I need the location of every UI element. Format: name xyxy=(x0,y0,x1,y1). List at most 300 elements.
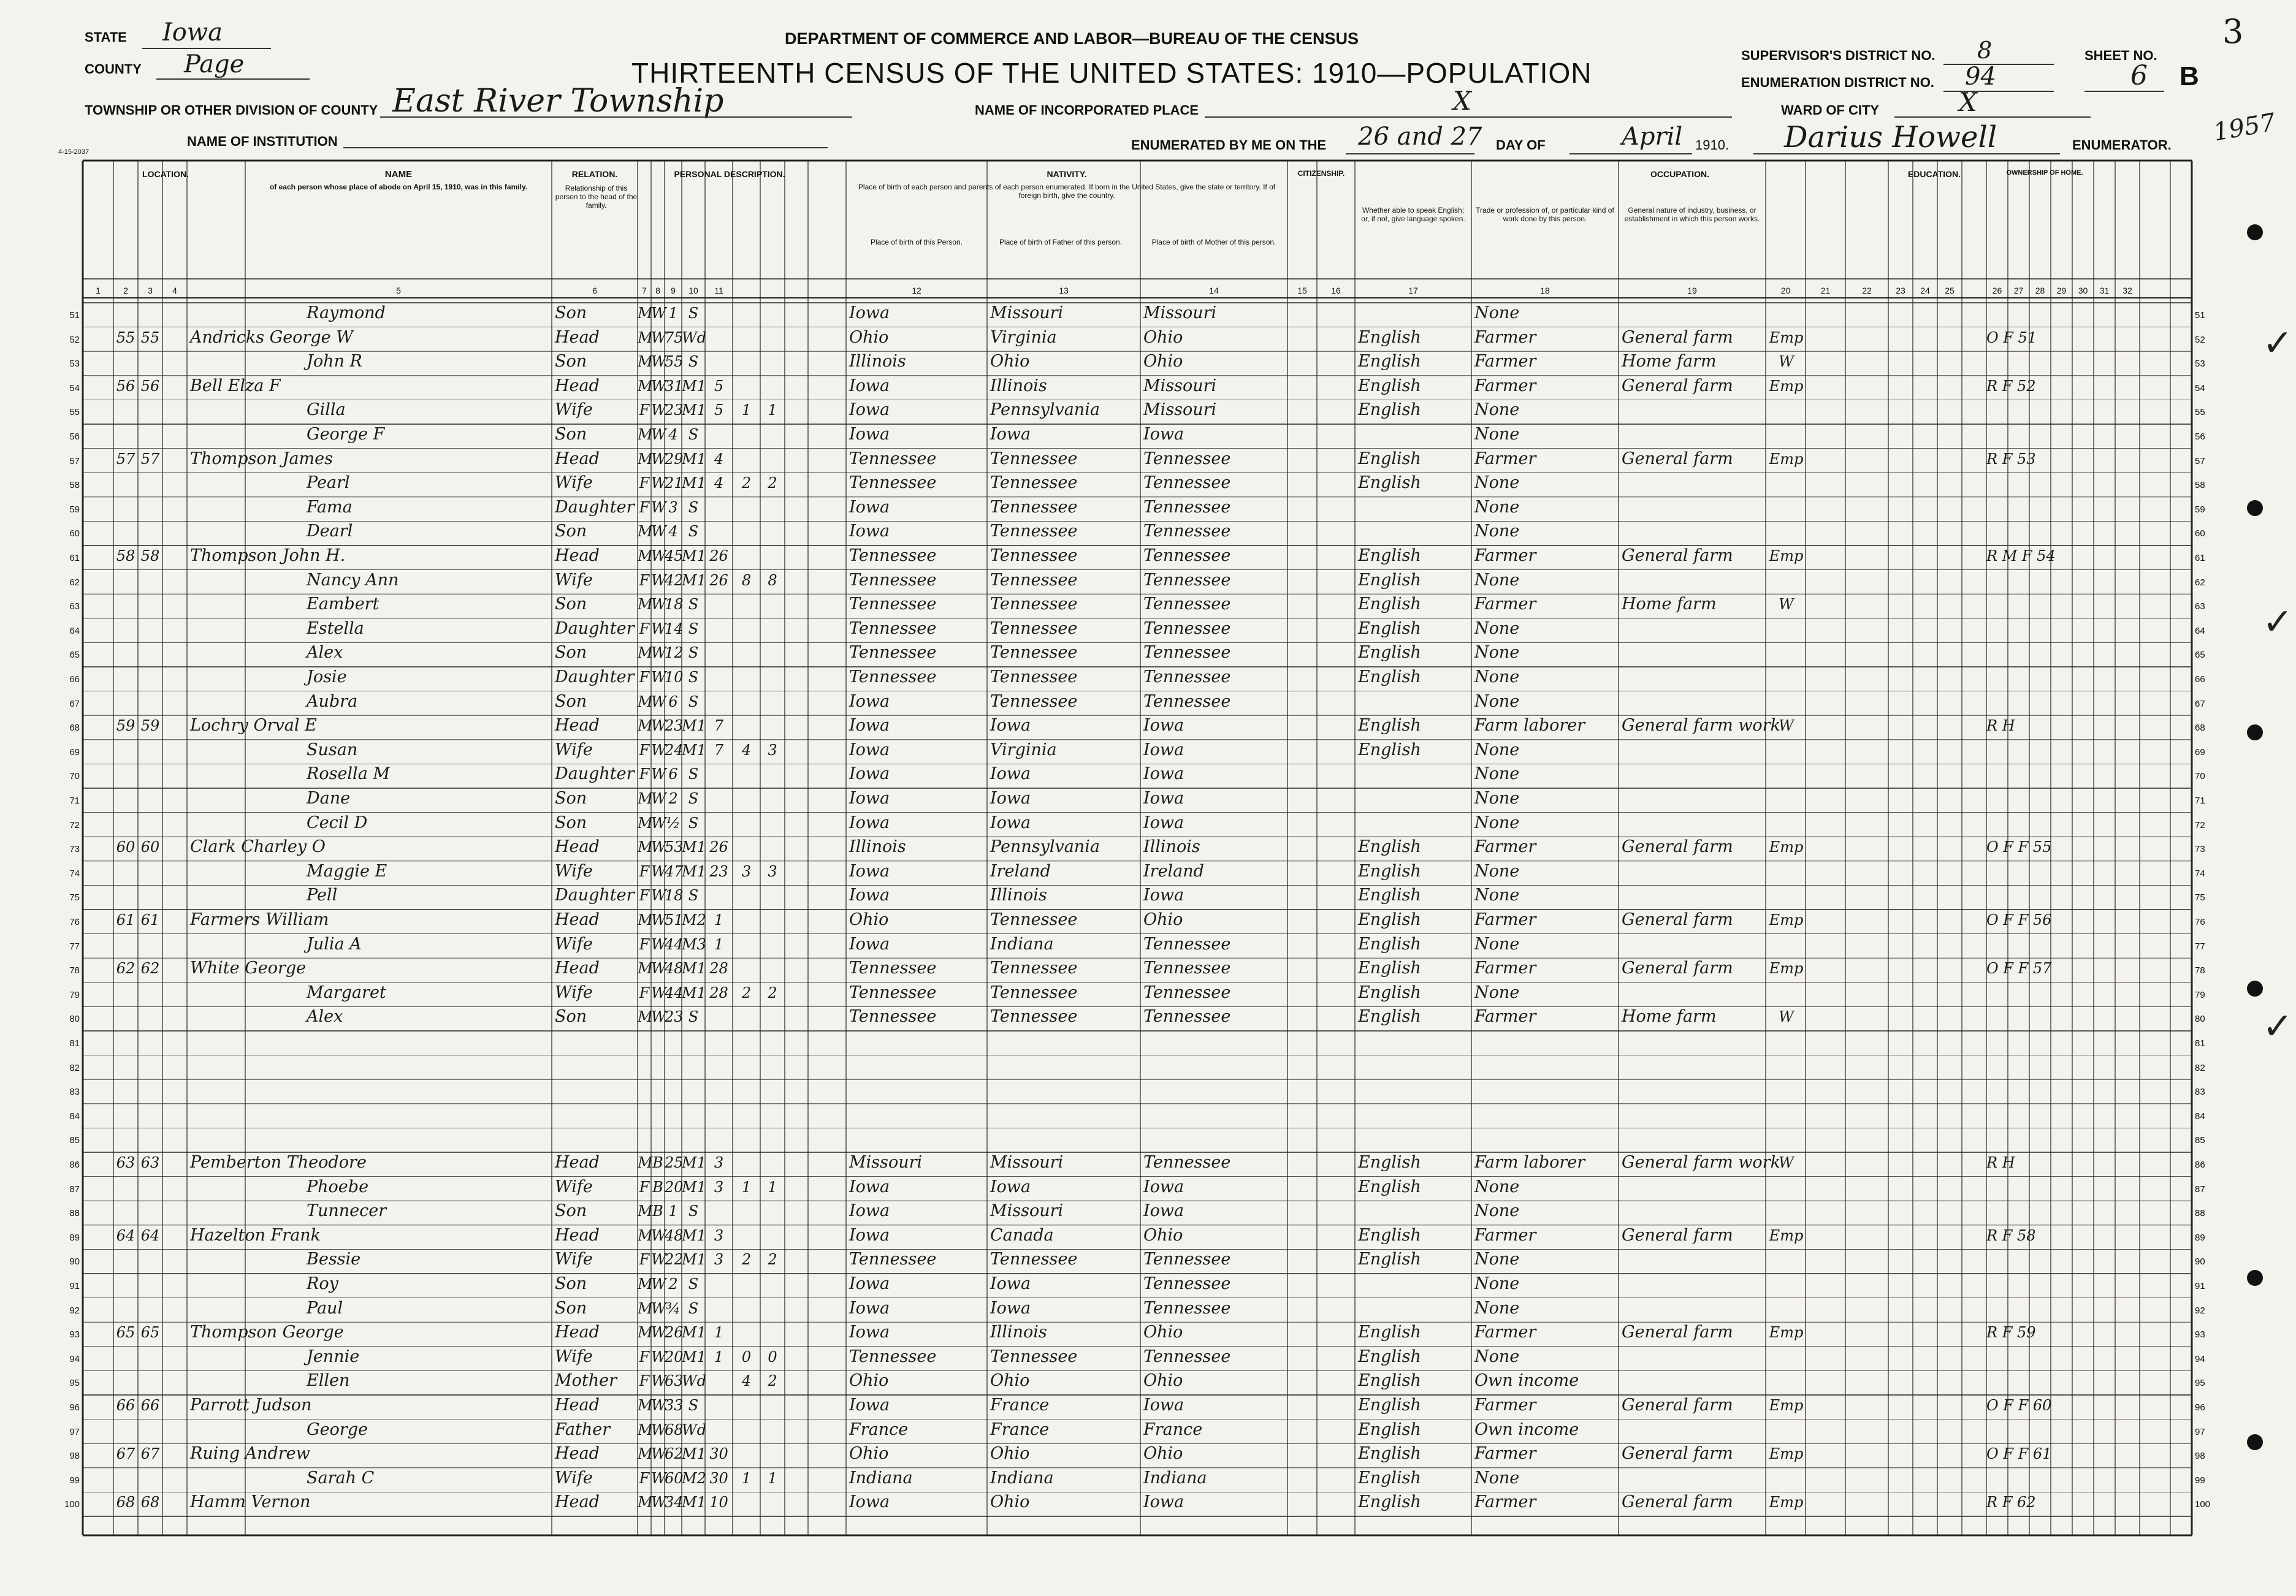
cell-living: 1 xyxy=(768,1469,777,1487)
cell-born: 8 xyxy=(741,571,752,589)
corner-number: 1957 xyxy=(2211,108,2278,147)
cell-sex: M xyxy=(638,596,653,614)
line-number: 85 xyxy=(69,1135,80,1146)
enumerated-day: 26 and 27 xyxy=(1358,123,1482,151)
line-number: 74 xyxy=(69,868,80,879)
cell-race: W xyxy=(651,960,666,978)
line-number-right: 81 xyxy=(2195,1038,2205,1049)
page-number: 3 xyxy=(2222,12,2244,51)
cell-age: 4 xyxy=(668,523,678,541)
line-number: 80 xyxy=(69,1014,80,1025)
cell-pob-father: Iowa xyxy=(990,716,1031,735)
cell-trade: None xyxy=(1474,303,1520,322)
binder-hole xyxy=(2247,500,2263,516)
line-number: 60 xyxy=(69,528,80,539)
cell-age: 42 xyxy=(665,571,684,589)
cell-class: W xyxy=(1779,1008,1794,1026)
cell-name: Maggie E xyxy=(307,861,387,881)
cell-marital: M1 xyxy=(682,450,706,468)
institution-label: NAME OF INSTITUTION xyxy=(187,134,338,149)
line-number-right: 64 xyxy=(2195,625,2205,636)
cell-pob: Illinois xyxy=(849,352,906,371)
cell-age: 6 xyxy=(668,693,678,710)
cell-language: English xyxy=(1358,982,1421,1002)
line-number: 84 xyxy=(69,1111,80,1122)
cell-yrs: 26 xyxy=(709,571,728,589)
cell-name: Nancy Ann xyxy=(307,570,399,590)
cell-ownership: R F 62 xyxy=(1986,1494,2036,1511)
cell-family: 64 xyxy=(140,1226,160,1244)
cell-sex: M xyxy=(638,523,653,541)
cell-living: 8 xyxy=(768,571,777,589)
cell-pob-mother: Iowa xyxy=(1143,740,1184,759)
cell-race: W xyxy=(651,523,666,541)
cell-relation: Head xyxy=(555,1444,600,1464)
cell-pob-mother: Tennessee xyxy=(1143,1274,1231,1293)
cell-pob-mother: Ohio xyxy=(1143,1371,1183,1391)
column-number: 10 xyxy=(688,286,698,295)
line-number-right: 78 xyxy=(2195,965,2205,976)
cell-relation: Head xyxy=(555,1492,600,1512)
cell-trade: Farmer xyxy=(1474,1323,1536,1342)
personal-header: PERSONAL DESCRIPTION. xyxy=(674,169,785,179)
cell-pob-mother: Illinois xyxy=(1143,837,1200,857)
cell-marital: S xyxy=(688,693,699,710)
cell-pob: Ohio xyxy=(849,327,889,347)
cell-dwelling: 60 xyxy=(116,838,135,856)
cell-name: Alex xyxy=(307,1007,343,1027)
line-number: 98 xyxy=(69,1451,80,1462)
cell-family: 66 xyxy=(140,1397,160,1414)
line-number: 63 xyxy=(69,601,80,612)
cell-age: 3 xyxy=(668,498,678,516)
cell-industry: Home farm xyxy=(1622,595,1717,614)
column-number: 24 xyxy=(1920,286,1930,295)
cell-language: English xyxy=(1358,1468,1421,1488)
cell-ownership: R F 53 xyxy=(1986,450,2036,468)
cell-yrs: 30 xyxy=(709,1445,728,1463)
column-number: 12 xyxy=(912,286,921,295)
cell-pob-father: Tennessee xyxy=(990,643,1078,663)
cell-race: W xyxy=(651,547,666,564)
cell-yrs: 26 xyxy=(709,547,728,564)
cell-race: W xyxy=(651,1324,666,1342)
cell-marital: S xyxy=(688,887,699,905)
cell-pob-father: Tennessee xyxy=(990,522,1078,541)
cell-dwelling: 56 xyxy=(116,377,135,395)
line-number: 100 xyxy=(64,1499,80,1510)
cell-age: 20 xyxy=(665,1178,684,1196)
relation-header: RELATION. xyxy=(571,169,618,179)
cell-race: W xyxy=(651,377,666,395)
cell-name: Thompson James xyxy=(190,449,333,468)
cell-race: W xyxy=(651,1348,666,1366)
cell-sex: M xyxy=(638,426,653,443)
cell-sex: F xyxy=(639,1372,650,1390)
cell-pob-mother: Iowa xyxy=(1143,1201,1184,1221)
line-number: 90 xyxy=(69,1256,80,1267)
column-number: 19 xyxy=(1687,286,1697,295)
cell-age: 12 xyxy=(665,644,684,662)
cell-marital: S xyxy=(688,1275,699,1293)
cell-pob: Iowa xyxy=(849,740,890,759)
cell-pob-mother: Iowa xyxy=(1143,764,1184,784)
cell-marital: Wd xyxy=(682,1421,707,1438)
cell-yrs: 1 xyxy=(714,1348,724,1366)
cell-pob-mother: Tennessee xyxy=(1143,570,1231,590)
cell-race: W xyxy=(651,766,666,783)
cell-pob: Iowa xyxy=(849,1396,890,1415)
line-number-right: 51 xyxy=(2195,310,2205,321)
line-number: 66 xyxy=(69,674,80,685)
cell-industry: General farm xyxy=(1622,910,1733,929)
cell-age: 55 xyxy=(665,353,684,371)
cell-sex: M xyxy=(638,1203,653,1220)
cell-living: 2 xyxy=(768,474,777,492)
cell-name: Fama xyxy=(307,497,353,517)
cell-relation: Wife xyxy=(555,934,593,954)
cell-age: 33 xyxy=(665,1397,684,1414)
cell-yrs: 1 xyxy=(714,1324,724,1342)
cell-pob-father: Tennessee xyxy=(990,473,1078,493)
cell-trade: Own income xyxy=(1474,1371,1579,1391)
cell-pob: Tennessee xyxy=(849,982,937,1002)
cell-ownership: O F F 61 xyxy=(1986,1445,2052,1463)
cell-dwelling: 63 xyxy=(116,1154,135,1171)
cell-pob-father: Tennessee xyxy=(990,982,1078,1002)
industry-header: General nature of industry, business, or establishment in which this person works. xyxy=(1624,206,1760,223)
cell-born: 1 xyxy=(741,1469,752,1487)
cell-race: W xyxy=(651,305,666,322)
line-number-right: 71 xyxy=(2195,796,2205,806)
binder-hole xyxy=(2247,1434,2263,1450)
cell-language: English xyxy=(1358,886,1421,905)
cell-age: 34 xyxy=(665,1494,684,1511)
cell-industry: General farm xyxy=(1622,1492,1733,1512)
cell-born: 2 xyxy=(741,1251,752,1269)
column-number: 18 xyxy=(1540,286,1550,295)
cell-language: English xyxy=(1358,473,1421,493)
cell-class: Emp xyxy=(1769,1494,1804,1511)
cell-trade: Farmer xyxy=(1474,376,1536,395)
cell-pob-mother: Tennessee xyxy=(1143,1007,1231,1027)
cell-name: George F xyxy=(307,425,385,444)
line-number-right: 87 xyxy=(2195,1184,2205,1195)
cell-sex: M xyxy=(638,717,653,735)
cell-sex: M xyxy=(638,1397,653,1414)
cell-dwelling: 66 xyxy=(116,1397,135,1414)
cell-pob-father: Ohio xyxy=(990,1492,1030,1512)
birth-father-header: Place of birth of Father of this person. xyxy=(999,238,1123,246)
cell-age: 44 xyxy=(665,935,684,953)
cell-marital: S xyxy=(688,766,699,783)
column-number: 32 xyxy=(2122,286,2132,295)
cell-pob-mother: Missouri xyxy=(1143,400,1217,420)
cell-name: Hazelton Frank xyxy=(190,1225,321,1245)
cell-pob-father: Tennessee xyxy=(990,546,1078,565)
column-number: 27 xyxy=(2013,286,2024,295)
cell-pob-mother: Iowa xyxy=(1143,1177,1184,1196)
cell-pob-mother: Indiana xyxy=(1143,1468,1207,1488)
cell-sex: M xyxy=(638,305,653,322)
cell-pob: Tennessee xyxy=(849,449,937,468)
column-number: 26 xyxy=(1992,286,2002,295)
cell-pob-father: Illinois xyxy=(990,886,1047,905)
cell-relation: Son xyxy=(555,1007,587,1027)
cell-pob-mother: Tennessee xyxy=(1143,1298,1231,1318)
cell-class: Emp xyxy=(1769,329,1804,346)
cell-yrs: 28 xyxy=(709,960,728,978)
cell-pob-mother: Tennessee xyxy=(1143,595,1231,614)
cell-race: W xyxy=(651,838,666,856)
cell-language: English xyxy=(1358,1492,1421,1512)
line-number-right: 69 xyxy=(2195,747,2205,758)
ward-label: WARD OF CITY xyxy=(1781,102,1880,118)
cell-yrs: 28 xyxy=(709,984,728,1001)
cell-race: W xyxy=(651,935,666,953)
cell-language: English xyxy=(1358,740,1421,759)
cell-pob-mother: Tennessee xyxy=(1143,497,1231,517)
cell-age: 63 xyxy=(665,1372,684,1390)
cell-pob: Iowa xyxy=(849,497,890,517)
line-number: 53 xyxy=(69,359,80,370)
cell-pob-father: Tennessee xyxy=(990,910,1078,929)
cell-marital: M1 xyxy=(682,960,706,978)
cell-race: W xyxy=(651,862,666,880)
ownership-header: OWNERSHIP OF HOME. xyxy=(2006,169,2083,177)
cell-relation: Head xyxy=(555,910,600,929)
cell-born: 2 xyxy=(741,474,752,492)
citizenship-header: CITIZENSHIP. xyxy=(1297,169,1345,178)
cell-living: 1 xyxy=(768,1178,777,1196)
cell-marital: M3 xyxy=(682,935,706,953)
cell-pob: Tennessee xyxy=(849,643,937,663)
cell-yrs: 3 xyxy=(714,1154,724,1171)
cell-class: Emp xyxy=(1769,450,1804,468)
cell-name: Tunnecer xyxy=(307,1201,387,1221)
cell-dwelling: 64 xyxy=(116,1226,135,1244)
line-number-right: 80 xyxy=(2195,1014,2205,1025)
cell-trade: None xyxy=(1474,473,1520,493)
cell-race: W xyxy=(651,717,666,735)
cell-sex: F xyxy=(639,887,650,905)
cell-pob: Iowa xyxy=(849,1323,890,1342)
cell-trade: Farmer xyxy=(1474,910,1536,929)
cell-trade: None xyxy=(1474,764,1520,784)
cell-pob-father: Missouri xyxy=(990,303,1064,322)
cell-race: W xyxy=(651,1275,666,1293)
cell-marital: S xyxy=(688,1397,699,1414)
cell-trade: None xyxy=(1474,1250,1520,1269)
cell-race: W xyxy=(651,1299,666,1317)
cell-marital: S xyxy=(688,620,699,637)
relation-description: Relationship of this person to the head of the family. xyxy=(555,184,638,210)
line-number: 91 xyxy=(69,1281,80,1291)
cell-age: 6 xyxy=(668,766,678,783)
line-number: 68 xyxy=(69,723,80,734)
cell-relation: Daughter xyxy=(555,886,635,905)
cell-trade: None xyxy=(1474,861,1520,881)
cell-sex: F xyxy=(639,669,650,686)
cell-age: 2 xyxy=(668,1275,678,1293)
column-number: 21 xyxy=(1820,286,1831,295)
line-number-right: 76 xyxy=(2195,917,2205,927)
cell-pob: Tennessee xyxy=(849,1250,937,1269)
cell-race: W xyxy=(651,790,666,807)
cell-pob-father: Ohio xyxy=(990,1371,1030,1391)
cell-sex: F xyxy=(639,1178,650,1196)
cell-born: 1 xyxy=(741,1178,752,1196)
cell-language: English xyxy=(1358,910,1421,929)
line-number: 52 xyxy=(69,334,80,345)
cell-name: Dearl xyxy=(307,522,353,541)
cell-family: 61 xyxy=(140,911,160,929)
column-number: 20 xyxy=(1780,286,1791,295)
cell-relation: Son xyxy=(555,813,587,832)
line-number: 65 xyxy=(69,650,80,661)
cell-ownership: R H xyxy=(1986,1154,2015,1171)
cell-born: 1 xyxy=(741,401,752,419)
cell-pob-father: Iowa xyxy=(990,1274,1031,1293)
cell-pob: Iowa xyxy=(849,303,890,322)
nativity-header: NATIVITY. xyxy=(1047,169,1087,179)
cell-pob-father: Tennessee xyxy=(990,959,1078,978)
column-number: 3 xyxy=(148,286,153,295)
cell-sex: F xyxy=(639,498,650,516)
cell-pob-father: Canada xyxy=(990,1225,1054,1245)
cell-marital: M1 xyxy=(682,377,706,395)
cell-relation: Head xyxy=(555,449,600,468)
county-value: Page xyxy=(184,50,245,78)
cell-sex: F xyxy=(639,741,650,759)
cell-class: Emp xyxy=(1769,1226,1804,1244)
cell-sex: M xyxy=(638,547,653,564)
line-number: 72 xyxy=(69,819,80,830)
cell-language: English xyxy=(1358,837,1421,857)
cell-yrs: 7 xyxy=(714,717,724,735)
cell-relation: Wife xyxy=(555,982,593,1002)
line-number: 55 xyxy=(69,407,80,418)
cell-pob: Iowa xyxy=(849,1274,890,1293)
line-number: 88 xyxy=(69,1208,80,1219)
cell-sex: M xyxy=(638,377,653,395)
cell-industry: General farm xyxy=(1622,546,1733,565)
column-number: 6 xyxy=(592,286,597,295)
column-number: 30 xyxy=(2078,286,2088,295)
cell-relation: Head xyxy=(555,1323,600,1342)
cell-sex: F xyxy=(639,1348,650,1366)
cell-race: W xyxy=(651,1251,666,1269)
cell-name: Estella xyxy=(307,618,364,638)
nativity-description: Place of birth of each person and parents of each person enumerated. If born in the United States, give the state or territory. If of foreign birth, give the country. xyxy=(858,183,1276,200)
cell-name: Thompson John H. xyxy=(190,546,346,565)
cell-yrs: 3 xyxy=(714,1251,724,1269)
cell-marital: S xyxy=(688,305,699,322)
cell-marital: M1 xyxy=(682,1324,706,1342)
cell-dwelling: 57 xyxy=(116,450,135,468)
column-number: 29 xyxy=(2056,286,2067,295)
cell-age: 62 xyxy=(665,1445,684,1463)
cell-pob: Tennessee xyxy=(849,595,937,614)
cell-family: 62 xyxy=(140,960,160,978)
cell-ownership: O F F 60 xyxy=(1986,1397,2052,1414)
cell-yrs: 1 xyxy=(714,911,724,929)
cell-name: Andricks George W xyxy=(190,327,353,347)
cell-trade: None xyxy=(1474,1177,1520,1196)
cell-name: Pearl xyxy=(307,473,350,493)
cell-marital: M1 xyxy=(682,838,706,856)
cell-living: 3 xyxy=(768,741,777,759)
birth-person-header: Place of birth of this Person. xyxy=(870,238,963,246)
column-number: 7 xyxy=(642,286,647,295)
cell-pob: Iowa xyxy=(849,400,890,420)
line-number: 62 xyxy=(69,577,80,588)
name-header: NAME xyxy=(384,169,413,180)
cell-pob-mother: Tennessee xyxy=(1143,618,1231,638)
cell-trade: None xyxy=(1474,1201,1520,1221)
cell-family: 57 xyxy=(140,450,160,468)
cell-pob: Tennessee xyxy=(849,570,937,590)
cell-relation: Head xyxy=(555,837,600,857)
cell-ownership: O F F 56 xyxy=(1986,911,2052,929)
cell-trade: None xyxy=(1474,691,1520,711)
cell-class: Emp xyxy=(1769,1445,1804,1463)
cell-age: 44 xyxy=(665,984,684,1001)
cell-relation: Son xyxy=(555,643,587,663)
cell-name: George xyxy=(307,1419,368,1439)
cell-name: Pemberton Theodore xyxy=(190,1153,367,1172)
cell-age: 26 xyxy=(665,1324,684,1342)
cell-living: 2 xyxy=(768,1372,777,1390)
cell-pob: France xyxy=(849,1419,909,1439)
column-number: 9 xyxy=(671,286,676,295)
cell-sex: F xyxy=(639,935,650,953)
cell-pob: Ohio xyxy=(849,1371,889,1391)
cell-pob-father: France xyxy=(990,1396,1050,1415)
cell-name: Dane xyxy=(307,789,351,808)
cell-sex: F xyxy=(639,1251,650,1269)
cell-relation: Head xyxy=(555,376,600,395)
occupation-header: OCCUPATION. xyxy=(1650,169,1709,179)
line-number: 76 xyxy=(69,917,80,927)
cell-pob-mother: Iowa xyxy=(1143,425,1184,444)
cell-name: Gilla xyxy=(307,400,346,420)
cell-marital: M1 xyxy=(682,571,706,589)
line-number-right: 56 xyxy=(2195,431,2205,442)
cell-trade: None xyxy=(1474,813,1520,832)
cell-pob-father: Pennsylvania xyxy=(990,400,1100,420)
cell-dwelling: 68 xyxy=(116,1494,135,1511)
cell-pob-mother: Ohio xyxy=(1143,327,1183,347)
cell-trade: Farm laborer xyxy=(1474,1153,1585,1172)
cell-race: W xyxy=(651,984,666,1001)
cell-family: 60 xyxy=(140,838,160,856)
cell-marital: M1 xyxy=(682,741,706,759)
cell-industry: General farm xyxy=(1622,837,1733,857)
cell-language: English xyxy=(1358,1444,1421,1464)
line-number-right: 66 xyxy=(2195,674,2205,685)
cell-living: 0 xyxy=(768,1348,777,1366)
line-number: 99 xyxy=(69,1475,80,1486)
line-number-right: 83 xyxy=(2195,1087,2205,1098)
line-number: 58 xyxy=(69,480,80,491)
cell-pob-father: France xyxy=(990,1419,1050,1439)
cell-trade: None xyxy=(1474,618,1520,638)
line-number: 87 xyxy=(69,1184,80,1195)
cell-marital: M2 xyxy=(682,911,706,929)
cell-pob: Iowa xyxy=(849,716,890,735)
enumerator-label: ENUMERATOR. xyxy=(2072,137,2172,153)
